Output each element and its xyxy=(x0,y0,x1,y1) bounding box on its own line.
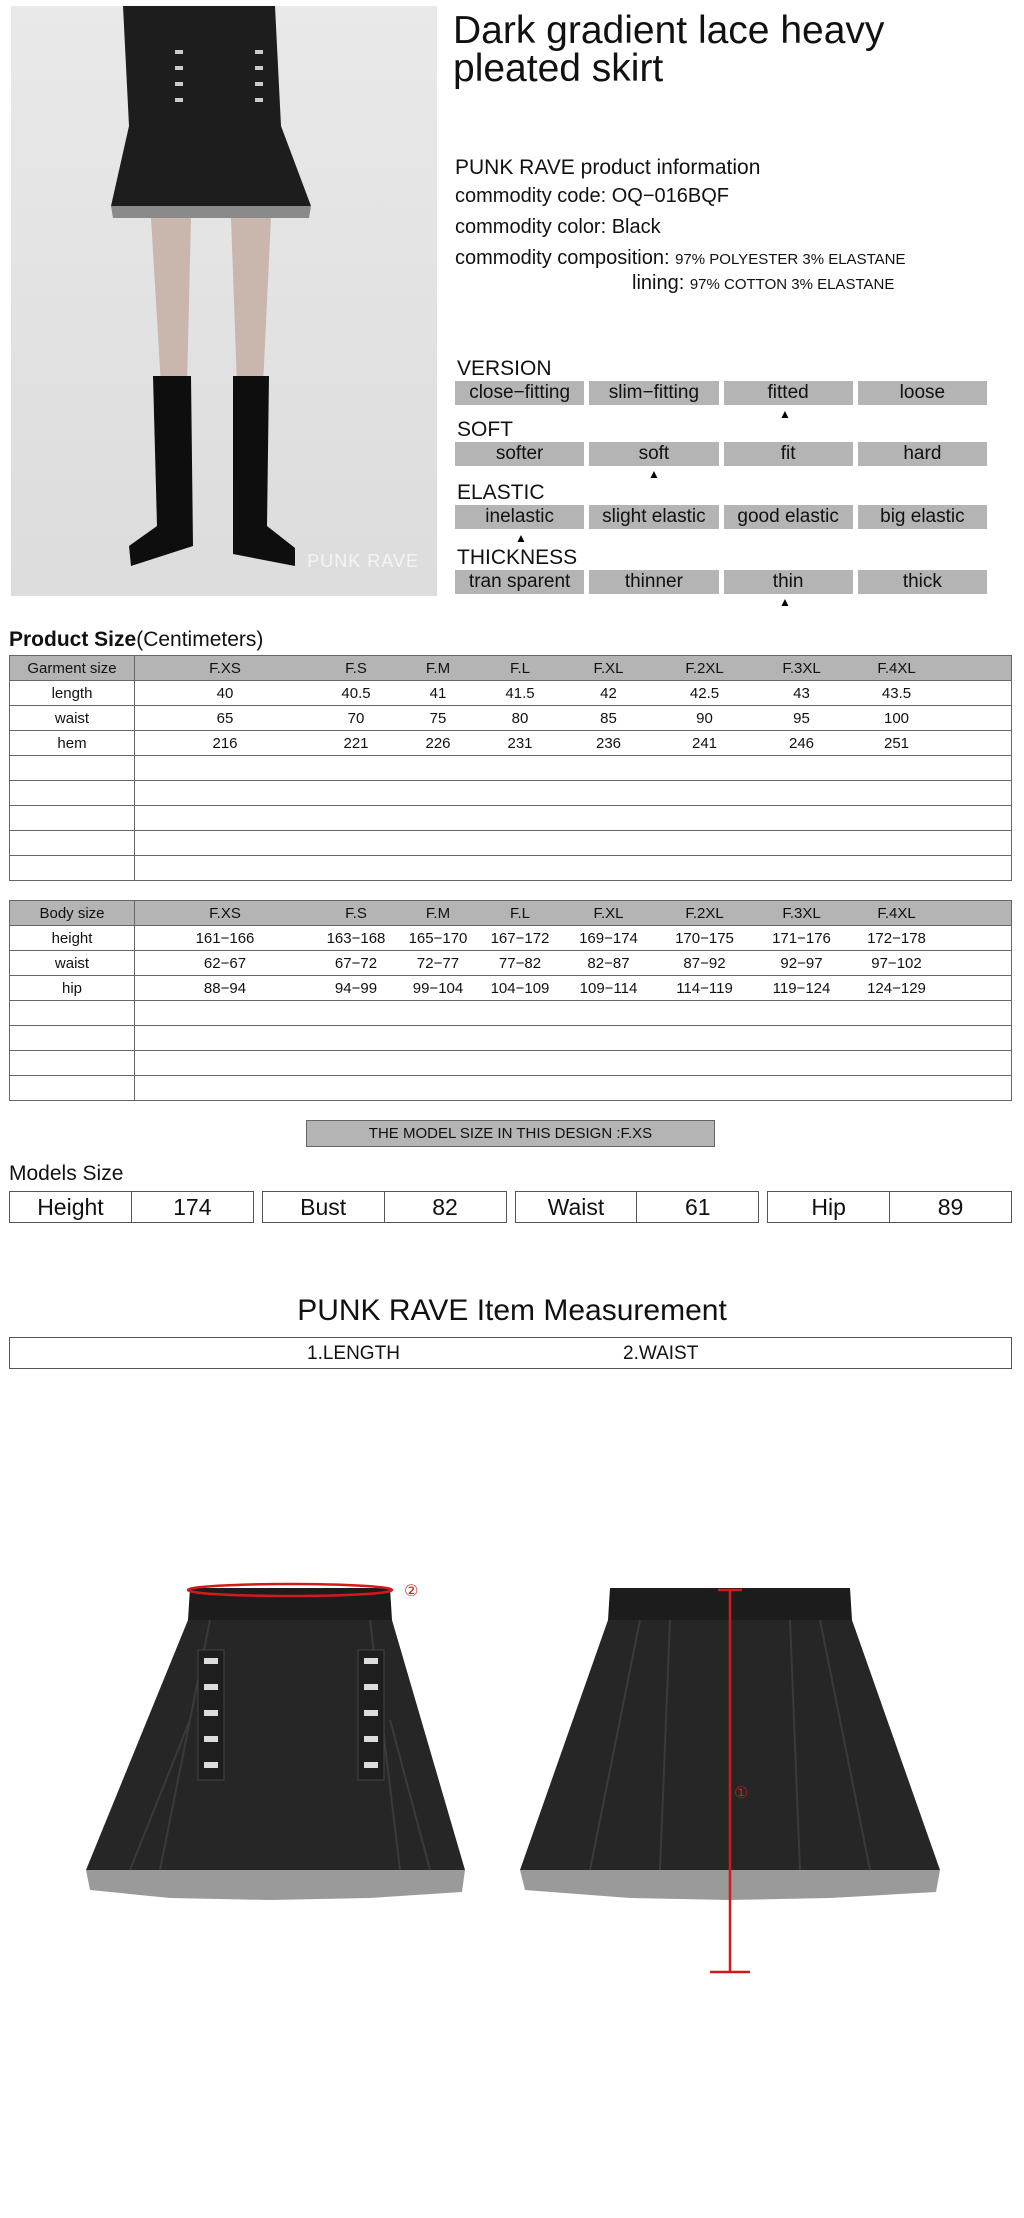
empty-row xyxy=(10,1001,1012,1026)
model-hip-label: Hip xyxy=(768,1192,890,1222)
composition-label: commodity composition: xyxy=(455,247,670,269)
models-size-title: Models Size xyxy=(9,1162,124,1185)
empty-cell xyxy=(135,1001,1012,1026)
soft-scale xyxy=(455,442,987,466)
table-cell: 43.5 xyxy=(881,684,912,702)
table-cell: 236 xyxy=(595,734,622,752)
commodity-composition-line xyxy=(455,247,905,270)
table-cell: 88−94 xyxy=(203,979,247,997)
size-column-header: F.L xyxy=(509,904,530,922)
elastic-option-selected: inelastic xyxy=(455,505,584,529)
row-values xyxy=(135,951,1012,976)
table-row xyxy=(10,731,1012,756)
skirt-front xyxy=(86,1584,465,1900)
size-column-header: F.3XL xyxy=(782,904,821,922)
size-column-header: F.2XL xyxy=(685,659,724,677)
size-column-header: F.2XL xyxy=(685,904,724,922)
empty-row xyxy=(10,781,1012,806)
soft-option: softer xyxy=(455,442,584,466)
table-cell: 172−178 xyxy=(867,929,926,947)
table-cell: 77−82 xyxy=(498,954,542,972)
models-size-row xyxy=(9,1191,1012,1223)
thickness-label: THICKNESS xyxy=(457,546,578,569)
table-cell: 99−104 xyxy=(412,979,464,997)
size-column-header: F.XS xyxy=(209,659,241,677)
table-cell: 109−114 xyxy=(579,979,638,997)
size-column-header: F.3XL xyxy=(782,659,821,677)
empty-cell xyxy=(135,1076,1012,1101)
table-cell: 42 xyxy=(600,684,617,702)
empty-cell xyxy=(10,1026,135,1051)
thickness-option: thick xyxy=(858,570,987,594)
version-option-selected: fitted xyxy=(724,381,853,405)
code-label: commodity code: xyxy=(455,185,607,207)
thickness-marker-icon: ▲ xyxy=(779,595,791,609)
table-row xyxy=(10,976,1012,1001)
empty-row xyxy=(10,1051,1012,1076)
thickness-option-selected: thin xyxy=(724,570,853,594)
measurement-length: 1.LENGTH xyxy=(307,1343,400,1364)
empty-cell xyxy=(10,856,135,881)
color-value: Black xyxy=(611,216,661,238)
size-column-header: F.4XL xyxy=(877,659,916,677)
model-bust-label: Bust xyxy=(263,1192,385,1222)
table-cell: 114−119 xyxy=(676,979,733,997)
table-cell: 216 xyxy=(212,734,238,752)
elastic-label: ELASTIC xyxy=(457,481,545,504)
table-cell: 95 xyxy=(793,709,810,727)
product-photo xyxy=(11,6,437,596)
table-cell: 241 xyxy=(691,734,718,752)
row-values xyxy=(135,976,1012,1001)
version-scale xyxy=(455,381,987,405)
size-columns xyxy=(135,901,1012,926)
garment-size-header: Garment size xyxy=(10,656,135,681)
commodity-code-line xyxy=(455,185,729,208)
table-row xyxy=(10,926,1012,951)
table-cell: 100 xyxy=(883,709,910,727)
table-cell: 231 xyxy=(507,734,533,752)
model-illustration xyxy=(11,6,437,596)
product-size-unit: (Centimeters) xyxy=(136,628,264,651)
table-cell: 119−124 xyxy=(772,979,831,997)
empty-cell xyxy=(135,856,1012,881)
table-cell: 72−77 xyxy=(416,954,460,972)
table-cell: 92−97 xyxy=(780,954,823,972)
soft-label: SOFT xyxy=(457,418,513,441)
measurement-waist: 2.WAIST xyxy=(623,1343,699,1364)
size-column-header: F.XL xyxy=(593,904,624,922)
elastic-option: good elastic xyxy=(724,505,853,529)
composition-value: 97% POLYESTER 3% ELASTANE xyxy=(675,251,906,268)
marker-waist: ② xyxy=(404,1581,419,1600)
version-label: VERSION xyxy=(457,357,552,380)
row-label: height xyxy=(10,926,135,951)
empty-cell xyxy=(135,756,1012,781)
product-title: Dark gradient lace heavy pleated skirt xyxy=(453,9,885,90)
empty-cell xyxy=(135,831,1012,856)
model-bust xyxy=(262,1191,507,1223)
thickness-option: thinner xyxy=(589,570,718,594)
size-column-header: F.L xyxy=(509,659,530,677)
row-label: length xyxy=(10,681,135,706)
size-column-header: F.S xyxy=(345,659,367,677)
table-cell: 251 xyxy=(883,734,910,752)
commodity-color-line xyxy=(455,216,661,239)
version-option: slim−fitting xyxy=(589,381,718,405)
info-heading: PUNK RAVE product information xyxy=(455,156,761,179)
skirt-back xyxy=(520,1588,940,1972)
size-columns xyxy=(135,656,1012,681)
table-cell: 80 xyxy=(511,709,529,727)
table-cell: 97−102 xyxy=(871,954,922,972)
model-bust-value: 82 xyxy=(432,1194,458,1220)
model-hip-value: 89 xyxy=(937,1194,964,1220)
soft-option: hard xyxy=(858,442,987,466)
size-column-header: F.M xyxy=(425,904,451,922)
table-cell: 43 xyxy=(793,684,810,702)
table-cell: 163−168 xyxy=(326,929,386,947)
table-cell: 226 xyxy=(425,734,451,752)
body-size-header: Body size xyxy=(10,901,135,926)
empty-cell xyxy=(10,806,135,831)
table-cell: 41 xyxy=(429,684,447,702)
table-cell: 82−87 xyxy=(587,954,630,972)
empty-cell xyxy=(135,1026,1012,1051)
garment-size-table xyxy=(9,655,1012,881)
table-cell: 124−129 xyxy=(867,979,926,997)
code-value: OQ−016BQF xyxy=(611,185,730,207)
version-option: close−fitting xyxy=(455,381,584,405)
table-cell: 40 xyxy=(216,684,234,702)
table-cell: 42.5 xyxy=(689,684,720,702)
row-values xyxy=(135,681,1012,706)
table-cell: 167−172 xyxy=(490,929,550,947)
table-cell: 246 xyxy=(788,734,815,752)
model-hip xyxy=(767,1191,1012,1223)
size-column-header: F.M xyxy=(425,659,451,677)
empty-cell xyxy=(10,756,135,781)
table-cell: 70 xyxy=(347,709,365,727)
table-header-row xyxy=(10,656,1012,681)
table-cell: 104−109 xyxy=(490,979,550,997)
watermark: PUNK RAVE xyxy=(307,551,419,571)
empty-cell xyxy=(135,806,1012,831)
model-waist-value: 61 xyxy=(685,1194,711,1220)
empty-cell xyxy=(10,781,135,806)
row-label: waist xyxy=(10,706,135,731)
table-row xyxy=(10,706,1012,731)
version-marker-icon: ▲ xyxy=(779,407,791,421)
empty-cell xyxy=(135,1051,1012,1076)
thickness-scale xyxy=(455,570,987,594)
row-label: hem xyxy=(10,731,135,756)
row-values xyxy=(135,926,1012,951)
size-column-header: F.S xyxy=(345,904,367,922)
table-cell: 67−72 xyxy=(334,954,378,972)
empty-row xyxy=(10,831,1012,856)
model-waist xyxy=(515,1191,760,1223)
empty-row xyxy=(10,806,1012,831)
empty-cell xyxy=(10,1001,135,1026)
table-cell: 40.5 xyxy=(341,684,371,702)
table-row xyxy=(10,681,1012,706)
model-height-value: 174 xyxy=(173,1194,212,1220)
thickness-option: tran sparent xyxy=(455,570,584,594)
soft-marker-icon: ▲ xyxy=(648,467,660,481)
empty-row xyxy=(10,1076,1012,1101)
row-label: hip xyxy=(10,976,135,1001)
table-cell: 41.5 xyxy=(505,684,535,702)
lining-line xyxy=(632,272,894,295)
model-size-note: THE MODEL SIZE IN THIS DESIGN :F.XS xyxy=(306,1120,715,1147)
version-option: loose xyxy=(858,381,987,405)
table-cell: 85 xyxy=(600,709,617,727)
measurement-items xyxy=(9,1337,1012,1369)
elastic-option: big elastic xyxy=(858,505,987,529)
table-cell: 169−174 xyxy=(579,929,638,947)
row-values xyxy=(135,731,1012,756)
row-label: waist xyxy=(10,951,135,976)
empty-row xyxy=(10,856,1012,881)
table-cell: 75 xyxy=(429,709,447,727)
table-cell: 165−170 xyxy=(408,929,468,947)
empty-cell xyxy=(135,781,1012,806)
table-cell: 221 xyxy=(343,734,369,752)
empty-cell xyxy=(10,1076,135,1101)
empty-cell xyxy=(10,1051,135,1076)
model-waist-label: Waist xyxy=(516,1192,638,1222)
elastic-marker-icon: ▲ xyxy=(515,531,527,545)
table-cell: 161−166 xyxy=(195,929,255,947)
table-row xyxy=(10,951,1012,976)
lining-label: lining: xyxy=(632,272,685,294)
size-column-header: F.4XL xyxy=(877,904,916,922)
elastic-option: slight elastic xyxy=(589,505,718,529)
empty-cell xyxy=(10,831,135,856)
lining-value: 97% COTTON 3% ELASTANE xyxy=(689,276,895,293)
body-size-table xyxy=(9,900,1012,1101)
color-label: commodity color: xyxy=(455,216,607,238)
table-cell: 87−92 xyxy=(683,954,726,972)
measurement-title: PUNK RAVE Item Measurement xyxy=(297,1294,727,1327)
skirt-measurement-diagram xyxy=(70,1580,970,2000)
model-height xyxy=(9,1191,254,1223)
table-header-row xyxy=(10,901,1012,926)
soft-option-selected: soft xyxy=(589,442,718,466)
size-column-header: F.XL xyxy=(593,659,624,677)
table-cell: 90 xyxy=(696,709,713,727)
row-values xyxy=(135,706,1012,731)
product-size-title xyxy=(9,628,263,652)
product-size-title-bold: Product Size xyxy=(9,628,137,651)
table-cell: 171−176 xyxy=(772,929,831,947)
table-cell: 65 xyxy=(216,709,234,727)
size-column-header: F.XS xyxy=(209,904,241,922)
table-cell: 62−67 xyxy=(203,954,247,972)
empty-row xyxy=(10,756,1012,781)
elastic-scale xyxy=(455,505,987,529)
table-cell: 94−99 xyxy=(334,979,378,997)
soft-option: fit xyxy=(724,442,853,466)
model-height-label: Height xyxy=(10,1192,132,1222)
marker-length: ① xyxy=(734,1783,749,1802)
table-cell: 170−175 xyxy=(675,929,734,947)
empty-row xyxy=(10,1026,1012,1051)
